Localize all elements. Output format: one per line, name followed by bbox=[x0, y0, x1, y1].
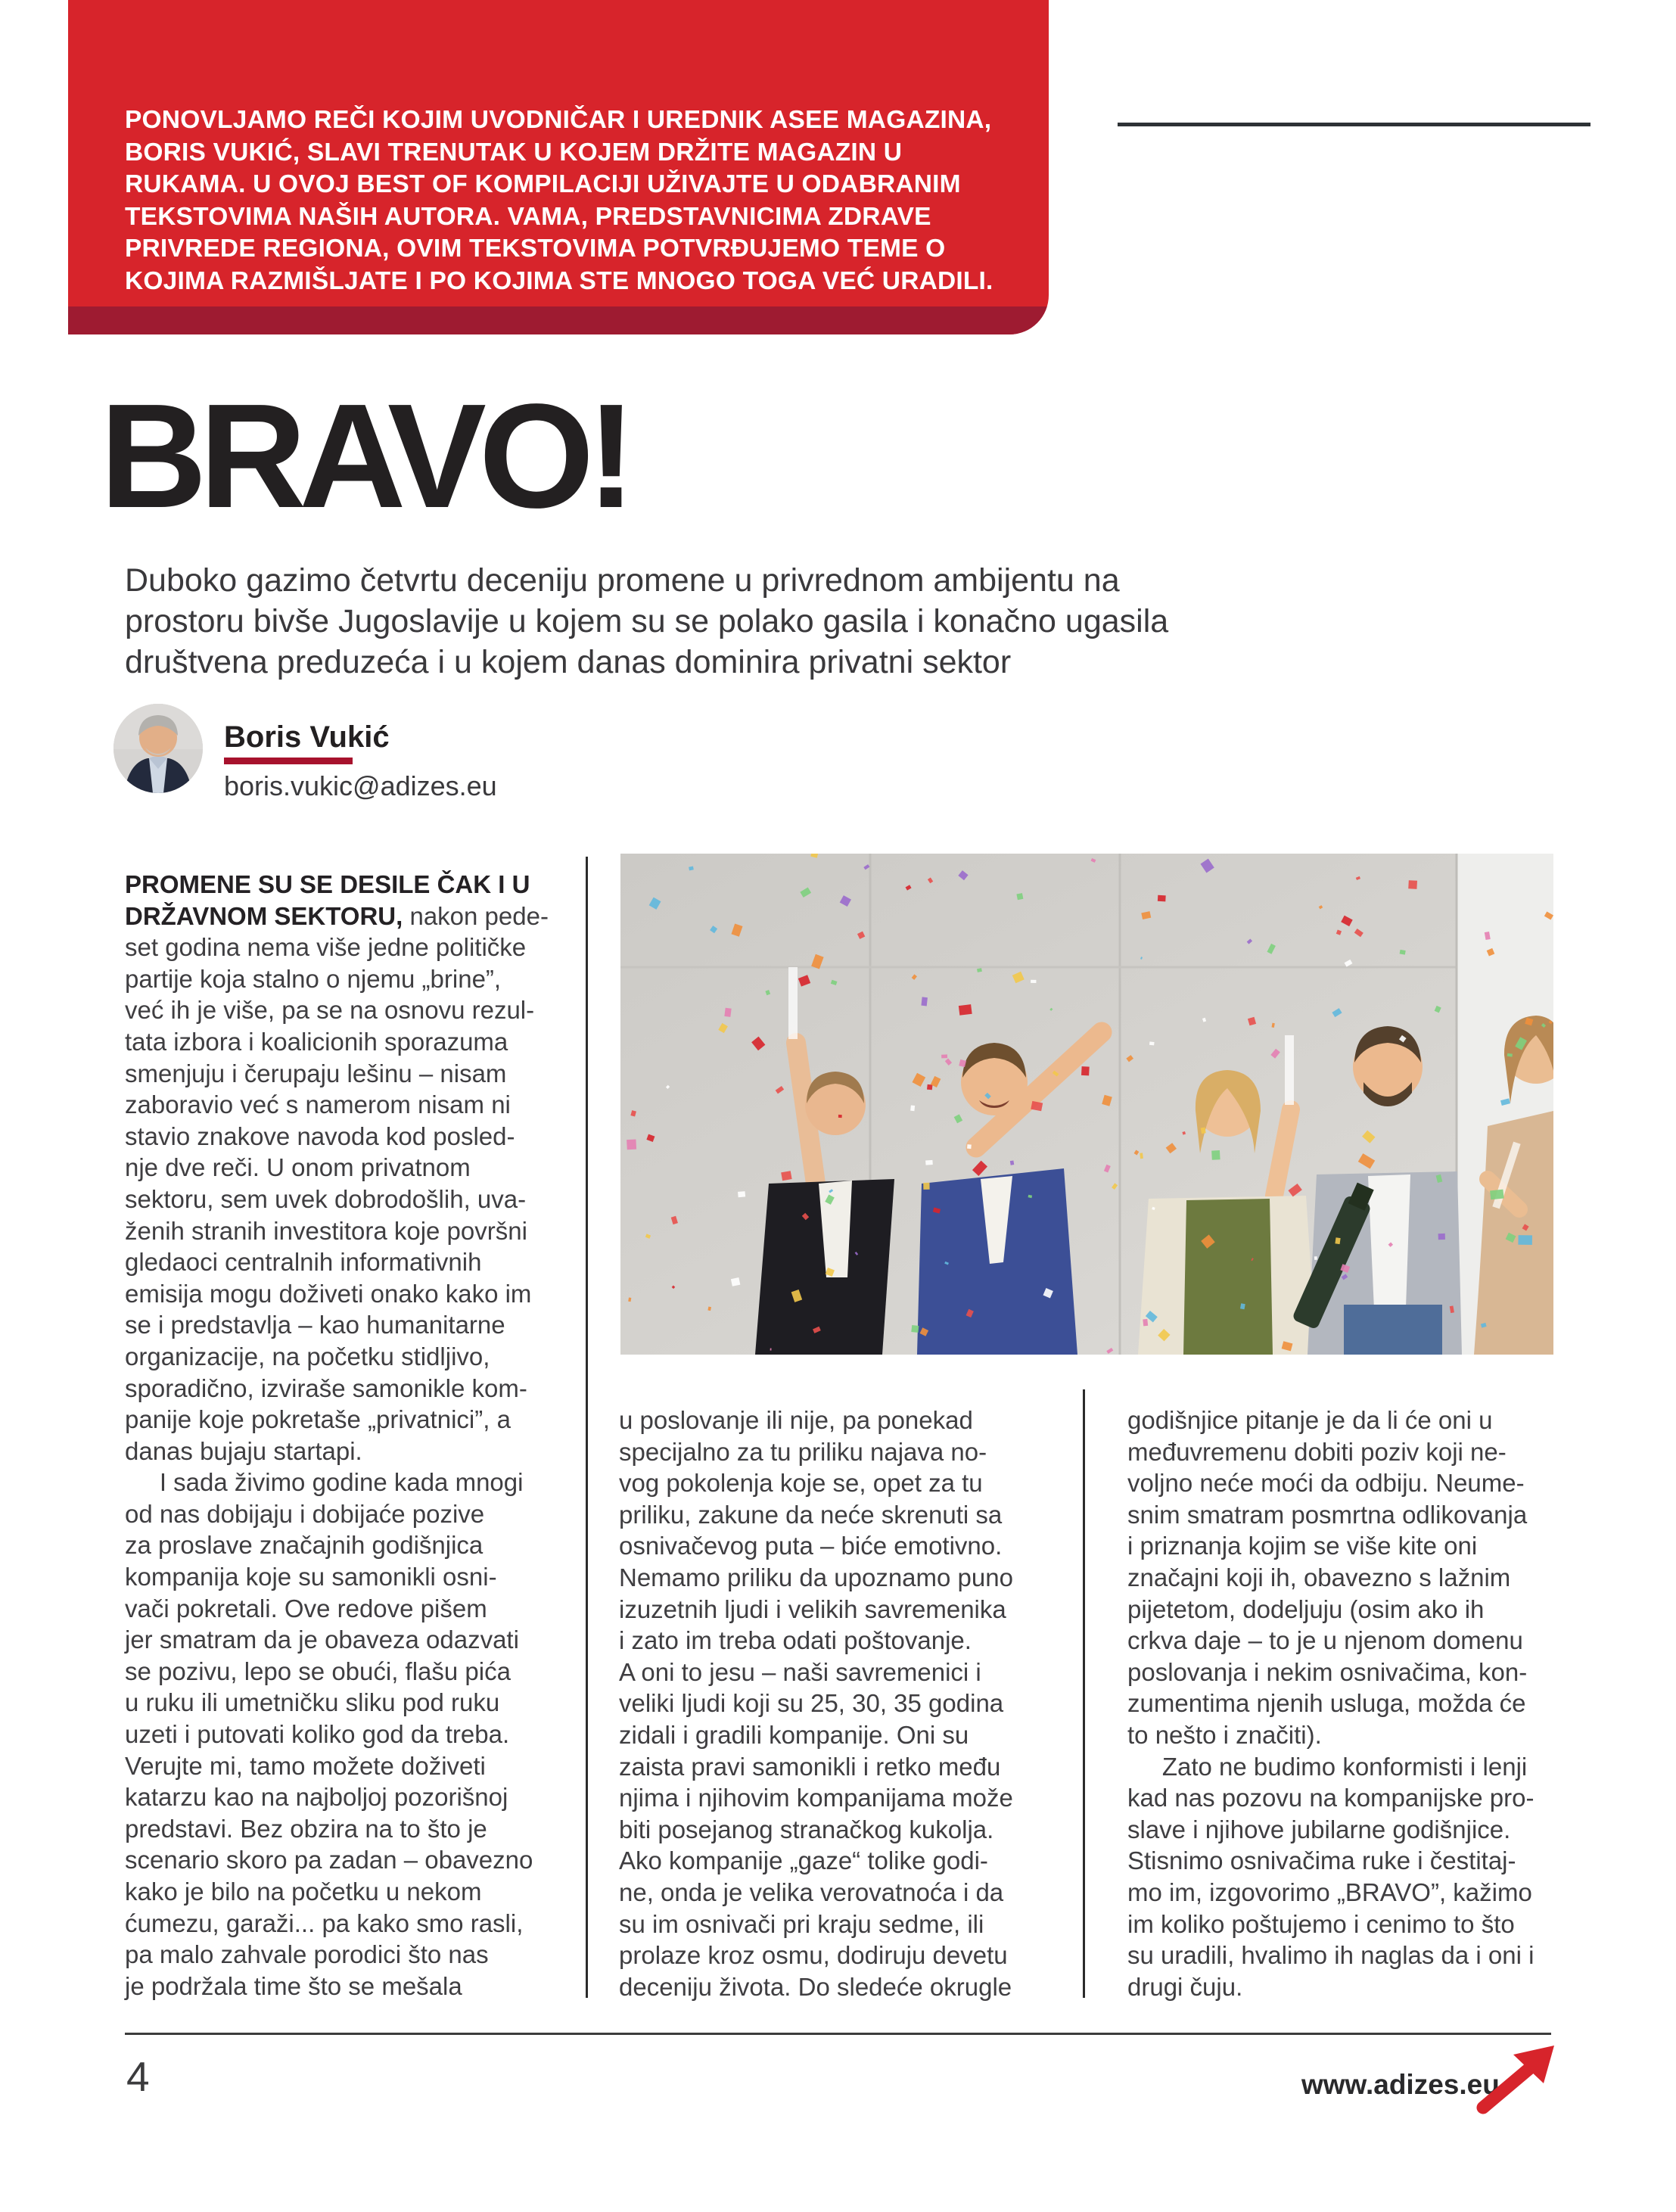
subtitle-line: prostoru bivše Jugoslavije u kojem su se polako gasila i konačno ugasila bbox=[125, 603, 1169, 639]
body-line: u poslovanje ili nije, pa ponekad bbox=[619, 1406, 973, 1434]
body-line: predstavi. Bez obzira na to što je bbox=[125, 1814, 487, 1843]
body-line: gledaoci centralnih informativnih bbox=[125, 1248, 482, 1277]
footer-rule bbox=[125, 2033, 1551, 2035]
body-line: značajni koji ih, obavezno s lažnim bbox=[1127, 1563, 1511, 1591]
body-line: im koliko poštujemo i cenimo to što bbox=[1127, 1909, 1515, 1938]
body-line: uzeti i putovati koliko god da treba. bbox=[125, 1720, 510, 1749]
author-name-underline bbox=[224, 758, 353, 764]
body-column-2 bbox=[619, 1405, 1084, 2002]
body-line: je podržala time što se mešala bbox=[125, 1971, 462, 2000]
body-line: međuvremenu dobiti poziv koji ne- bbox=[1127, 1437, 1507, 1466]
body-line: kad nas pozovu na kompanijske pro- bbox=[1127, 1784, 1535, 1812]
body-line: Zato ne budimo konformisti i lenji bbox=[1127, 1752, 1528, 1781]
body-line: Verujte mi, tamo možete doživeti bbox=[125, 1751, 486, 1780]
body-line: ženih stranih investitora koje površni bbox=[125, 1216, 527, 1245]
body-line: Ako kompanije „gaze“ tolike godi- bbox=[619, 1846, 988, 1875]
body-line: crkva daje – to je u njenom domenu bbox=[1127, 1626, 1523, 1655]
celebration-photo-image bbox=[620, 854, 1553, 1355]
body-line: jer smatram da je obaveza odazvati bbox=[125, 1626, 519, 1654]
body-line: stavio znakove navoda kod posled- bbox=[125, 1122, 515, 1150]
body-line: slave i njihove jubilarne godišnjice. bbox=[1127, 1815, 1511, 1843]
body-line: vog pokolenja koje se, opet za tu bbox=[619, 1469, 983, 1498]
body-line: su uradili, hvalimo ih naglas da i oni i bbox=[1127, 1941, 1535, 1970]
kicker-line: KOJIMA RAZMIŠLJATE I PO KOJIMA STE MNOGO TOGA VEĆ URADILI. bbox=[125, 266, 993, 295]
body-line: poslovanja i nekim osnivačima, kon- bbox=[1127, 1657, 1528, 1686]
body-line: priliku, zakune da neće skrenuti sa bbox=[619, 1500, 1003, 1529]
body-line: pijetetom, dodeljuju (osim ako ih bbox=[1127, 1594, 1485, 1623]
page-number: 4 bbox=[126, 2053, 150, 2100]
body-line: katarzu kao na najboljoj pozorišnoj bbox=[125, 1783, 508, 1812]
body-line: sektoru, sem uvek dobrodošlih, uva- bbox=[125, 1184, 527, 1213]
body-line: izuzetnih ljudi i velikih savremenika bbox=[619, 1594, 1006, 1623]
body-line: partije koja stalno o njemu „brine”, bbox=[125, 964, 502, 993]
body-line: mo im, izgovorimo „BRAVO”, kažimo bbox=[1127, 1878, 1532, 1906]
adizes-arrow-icon bbox=[1475, 2039, 1560, 2115]
body-line: i priznanja kojim se više kite oni bbox=[1127, 1532, 1478, 1560]
body-line: za proslave značajnih godišnjica bbox=[125, 1531, 484, 1560]
body-line: smenjuju i čerupaju lešinu – nisam bbox=[125, 1059, 507, 1087]
body-line: zumentima njenih usluga, možda će bbox=[1127, 1689, 1526, 1718]
body-line: biti posejanog stranačkog kukolja. bbox=[619, 1815, 994, 1843]
body-line: specijalno za tu priliku najava no- bbox=[619, 1437, 987, 1466]
kicker-box bbox=[68, 0, 1049, 334]
body-line: organizacije, na početku stidljivo, bbox=[125, 1342, 490, 1370]
body-line: ne, onda je velika verovatnoća i da bbox=[619, 1878, 1004, 1906]
body-line: panije koje pokretaše „privatnici”, a bbox=[125, 1405, 511, 1434]
body-column-1-rest bbox=[125, 932, 590, 2002]
body-line: godišnjice pitanje je da li će oni u bbox=[1127, 1406, 1493, 1434]
body-column-3 bbox=[1127, 1405, 1593, 2002]
body-line: od nas dobijaju i dobijaće pozive bbox=[125, 1499, 485, 1528]
body-line: se pozivu, lepo se obući, flašu pića bbox=[125, 1657, 511, 1685]
top-rule bbox=[1118, 123, 1590, 126]
author-avatar-image bbox=[113, 704, 203, 793]
body-line: veliki ljudi koji su 25, 30, 35 godina bbox=[619, 1689, 1004, 1718]
body-line: vači pokretali. Ove redove pišem bbox=[125, 1594, 487, 1622]
subtitle bbox=[125, 560, 1168, 683]
subtitle-line: Duboko gazimo četvrtu deceniju promene u privrednom ambijentu na bbox=[125, 562, 1120, 599]
body-line: voljno neće moći da odbiju. Neume- bbox=[1127, 1469, 1525, 1498]
body-line: I sada živimo godine kada mnogi bbox=[125, 1468, 524, 1497]
kicker-line: PRIVREDE REGIONA, OVIM TEKSTOVIMA POTVRĐUJEMO TEME O bbox=[125, 235, 946, 263]
body-line: scenario skoro pa zadan – obavezno bbox=[125, 1846, 533, 1874]
body-line: su im osnivači pri kraju sedme, ili bbox=[619, 1909, 984, 1938]
body-line: DRŽAVNOM SEKTORU, nakon pede- bbox=[125, 901, 549, 930]
body-line: u ruku ili umetničku sliku pod ruku bbox=[125, 1688, 500, 1717]
author-name: Boris Vukić bbox=[224, 720, 390, 754]
body-line: kompanija koje su samonikli osni- bbox=[125, 1563, 497, 1591]
body-line: PROMENE SU SE DESILE ČAK I U bbox=[125, 870, 530, 898]
kicker-text bbox=[125, 104, 1018, 297]
body-line: nje dve reči. U onom privatnom bbox=[125, 1153, 471, 1182]
body-line: to nešto i značiti). bbox=[1127, 1720, 1322, 1749]
author-email-link[interactable]: boris.vukic@adizes.eu bbox=[224, 770, 497, 801]
body-line: set godina nema više jedne političke bbox=[125, 933, 527, 962]
body-line: snim smatram posmrtna odlikovanja bbox=[1127, 1500, 1528, 1529]
body-line: se i predstavlja – kao humanitarne bbox=[125, 1311, 505, 1339]
body-line: tata izbora i koalicionih sporazuma bbox=[125, 1027, 508, 1056]
body-line: deceniju života. Do sledeće okrugle bbox=[619, 1972, 1012, 2001]
body-line: već ih je više, pa se na osnovu rezul- bbox=[125, 996, 535, 1025]
kicker-line: PONOVLJAMO REČI KOJIM UVODNIČAR I UREDNIK ASEE MAGAZINA, bbox=[125, 106, 992, 134]
kicker-box-dark-strip bbox=[68, 306, 1049, 334]
body-line: i zato im treba odati poštovanje. bbox=[619, 1626, 972, 1655]
body-line: Nemamo priliku da upoznamo puno bbox=[619, 1563, 1013, 1591]
body-line: zaista pravi samonikli i retko među bbox=[619, 1752, 1001, 1781]
celebration-photo bbox=[620, 854, 1553, 1355]
body-line: osnivačevog puta – biće emotivno. bbox=[619, 1532, 1003, 1560]
body-line: Stisnimo osnivačima ruke i čestitaj- bbox=[1127, 1846, 1516, 1875]
body-line: kako je bilo na početku u nekom bbox=[125, 1878, 482, 1906]
body-line: A oni to jesu – naši savremenici i bbox=[619, 1657, 981, 1686]
website-link[interactable]: www.adizes.eu bbox=[1301, 2069, 1500, 2100]
body-line: zaboravio već s namerom nisam ni bbox=[125, 1090, 511, 1119]
body-line: danas bujaju startapi. bbox=[125, 1436, 362, 1465]
body-line: emisija mogu doživeti onako kako im bbox=[125, 1279, 532, 1308]
subtitle-line: društvena preduzeća i u kojem danas dominira privatni sektor bbox=[125, 644, 1012, 680]
body-line: prolaze kroz osmu, dodiruju devetu bbox=[619, 1941, 1008, 1970]
kicker-line: TEKSTOVIMA NAŠIH AUTORA. VAMA, PREDSTAVNICIMA ZDRAVE bbox=[125, 202, 931, 231]
body-line: njima i njihovim kompanijama može bbox=[619, 1784, 1013, 1812]
kicker-line: BORIS VUKIĆ, SLAVI TRENUTAK U KOJEM DRŽITE MAGAZIN U bbox=[125, 138, 903, 166]
body-line: drugi čuju. bbox=[1127, 1972, 1243, 2001]
body-line: zidali i gradili kompanije. Oni su bbox=[619, 1720, 969, 1749]
body-column-1 bbox=[125, 869, 590, 2002]
kicker-line: RUKAMA. U OVOJ BEST OF KOMPILACIJI UŽIVAJTE U ODABRANIM bbox=[125, 170, 961, 198]
body-line: pa malo zahvale porodici što nas bbox=[125, 1940, 489, 1969]
body-line: sporadično, izviraše samonikle kom- bbox=[125, 1374, 527, 1402]
author-avatar bbox=[113, 704, 203, 793]
body-line: ćumezu, garaži... pa kako smo rasli, bbox=[125, 1909, 524, 1937]
page-title: BRAVO! bbox=[100, 373, 629, 539]
